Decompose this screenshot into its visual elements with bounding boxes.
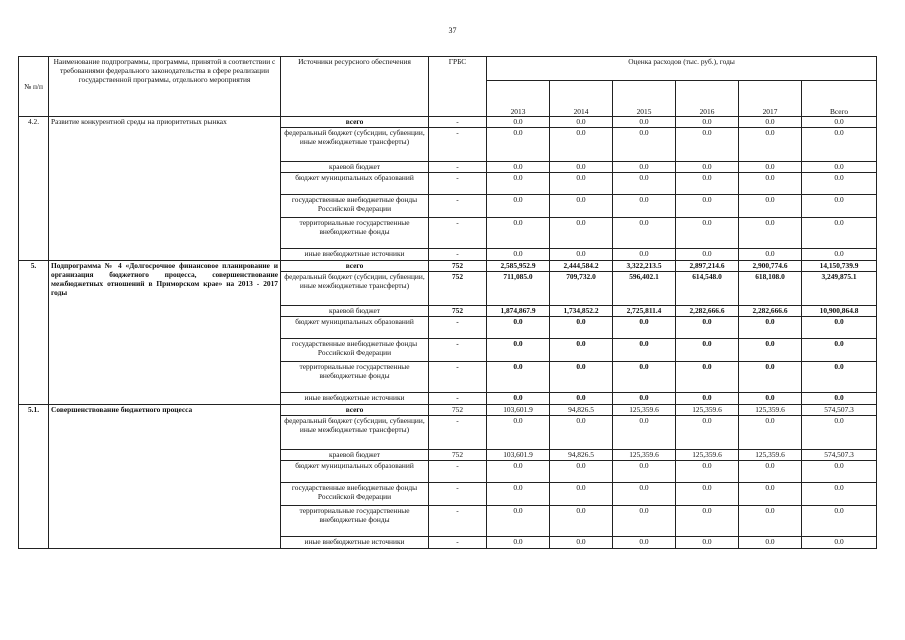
- value-2015: 0.0: [613, 506, 676, 537]
- funding-source: государственные внебюджетные фонды Российской Федерации: [281, 195, 429, 218]
- funding-source: федеральный бюджет (субсидии, субвенции, иные межбюджетные трансферты): [281, 416, 429, 450]
- funding-source: иные внебюджетные источники: [281, 537, 429, 549]
- grbs-code: -: [429, 339, 487, 362]
- value-2013: 0.0: [487, 506, 550, 537]
- value-2015: 2,725,811.4: [613, 306, 676, 317]
- value-2013: 0.0: [487, 162, 550, 173]
- value-total: 0.0: [802, 506, 877, 537]
- value-total: 574,507.3: [802, 405, 877, 416]
- value-total: 0.0: [802, 218, 877, 249]
- value-2017: 0.0: [739, 393, 802, 405]
- value-2013: 0.0: [487, 362, 550, 393]
- value-2016: 0.0: [676, 537, 739, 549]
- funding-source: всего: [281, 117, 429, 128]
- value-2015: 0.0: [613, 362, 676, 393]
- value-2014: 0.0: [550, 117, 613, 128]
- header-estimate: Оценка расходов (тыс. руб.), годы: [487, 57, 877, 81]
- value-total: 0.0: [802, 162, 877, 173]
- value-2015: 3,322,213.5: [613, 261, 676, 272]
- value-2014: 0.0: [550, 162, 613, 173]
- value-2014: 709,732.0: [550, 272, 613, 306]
- program-name: Развитие конкурентной среды на приоритетных рынках: [49, 117, 281, 261]
- value-2017: 0.0: [739, 173, 802, 195]
- grbs-code: 752: [429, 261, 487, 272]
- value-total: 574,507.3: [802, 450, 877, 461]
- funding-source: бюджет муниципальных образований: [281, 317, 429, 339]
- value-2013: 0.0: [487, 218, 550, 249]
- grbs-code: 752: [429, 450, 487, 461]
- value-2014: 0.0: [550, 218, 613, 249]
- funding-source: иные внебюджетные источники: [281, 249, 429, 261]
- grbs-code: -: [429, 249, 487, 261]
- grbs-code: -: [429, 483, 487, 506]
- grbs-code: -: [429, 128, 487, 162]
- table-body: [19, 117, 877, 549]
- value-2015: 0.0: [613, 117, 676, 128]
- grbs-code: 752: [429, 405, 487, 416]
- value-2016: 0.0: [676, 506, 739, 537]
- grbs-code: -: [429, 218, 487, 249]
- value-2013: 103,601.9: [487, 450, 550, 461]
- funding-source: территориальные государственные внебюджетные фонды: [281, 362, 429, 393]
- value-total: 0.0: [802, 128, 877, 162]
- value-total: 0.0: [802, 393, 877, 405]
- value-2013: 711,085.0: [487, 272, 550, 306]
- grbs-code: -: [429, 537, 487, 549]
- grbs-code: -: [429, 416, 487, 450]
- value-2016: 614,548.0: [676, 272, 739, 306]
- value-2016: 0.0: [676, 249, 739, 261]
- page-number: 37: [448, 26, 457, 35]
- value-2017: 0.0: [739, 195, 802, 218]
- value-2014: 94,826.5: [550, 405, 613, 416]
- value-2015: 0.0: [613, 537, 676, 549]
- funding-source: государственные внебюджетные фонды Российской Федерации: [281, 339, 429, 362]
- value-2014: 0.0: [550, 483, 613, 506]
- grbs-code: -: [429, 195, 487, 218]
- header-num: № п/п: [19, 57, 49, 117]
- value-2015: 0.0: [613, 128, 676, 162]
- grbs-code: -: [429, 173, 487, 195]
- budget-table: [18, 56, 877, 549]
- value-2016: 0.0: [676, 461, 739, 483]
- grbs-code: 752: [429, 306, 487, 317]
- value-2014: 0.0: [550, 537, 613, 549]
- grbs-code: -: [429, 162, 487, 173]
- value-2015: 125,359.6: [613, 450, 676, 461]
- value-2016: 125,359.6: [676, 405, 739, 416]
- value-2014: 0.0: [550, 339, 613, 362]
- value-2013: 0.0: [487, 537, 550, 549]
- value-2017: 0.0: [739, 416, 802, 450]
- program-name: Совершенствование бюджетного процесса: [49, 405, 281, 549]
- value-2013: 1,874,867.9: [487, 306, 550, 317]
- value-2013: 0.0: [487, 117, 550, 128]
- value-2016: 0.0: [676, 173, 739, 195]
- value-2013: 0.0: [487, 416, 550, 450]
- value-2015: 0.0: [613, 317, 676, 339]
- value-total: 0.0: [802, 339, 877, 362]
- value-2013: 103,601.9: [487, 405, 550, 416]
- value-2013: 0.0: [487, 393, 550, 405]
- header-year-2016: 2016: [676, 81, 739, 117]
- grbs-code: -: [429, 393, 487, 405]
- value-2013: 0.0: [487, 339, 550, 362]
- header-year-2013: 2013: [487, 81, 550, 117]
- value-total: 0.0: [802, 117, 877, 128]
- value-2017: 0.0: [739, 249, 802, 261]
- value-2015: 125,359.6: [613, 405, 676, 416]
- value-2014: 0.0: [550, 173, 613, 195]
- value-2017: 125,359.6: [739, 450, 802, 461]
- value-2017: 0.0: [739, 162, 802, 173]
- value-2015: 0.0: [613, 218, 676, 249]
- header-year-2017: 2017: [739, 81, 802, 117]
- grbs-code: 752: [429, 272, 487, 306]
- value-total: 0.0: [802, 173, 877, 195]
- row-number: 4.2.: [19, 117, 49, 261]
- value-2015: 596,402.1: [613, 272, 676, 306]
- table-row: [19, 261, 877, 272]
- value-2015: 0.0: [613, 162, 676, 173]
- value-2015: 0.0: [613, 339, 676, 362]
- value-2013: 0.0: [487, 195, 550, 218]
- funding-source: федеральный бюджет (субсидии, субвенции, иные межбюджетные трансферты): [281, 272, 429, 306]
- program-name: Подпрограмма № 4 «Долгосрочное финансовое планирование и организация бюджетного процесса, совершенствование межбюджетных отношений в Приморском крае» на 2013 - 2017 годы: [49, 261, 281, 405]
- value-2013: 0.0: [487, 173, 550, 195]
- value-total: 0.0: [802, 416, 877, 450]
- value-2016: 0.0: [676, 483, 739, 506]
- value-2014: 0.0: [550, 195, 613, 218]
- value-2016: 0.0: [676, 362, 739, 393]
- header-year-2015: 2015: [613, 81, 676, 117]
- value-2015: 0.0: [613, 461, 676, 483]
- value-total: 14,150,739.9: [802, 261, 877, 272]
- funding-source: краевой бюджет: [281, 306, 429, 317]
- value-2017: 2,900,774.6: [739, 261, 802, 272]
- grbs-code: -: [429, 362, 487, 393]
- value-2013: 0.0: [487, 317, 550, 339]
- value-2016: 0.0: [676, 128, 739, 162]
- header-source: Источники ресурсного обеспечения: [281, 57, 429, 117]
- value-2014: 0.0: [550, 506, 613, 537]
- value-total: 0.0: [802, 362, 877, 393]
- row-number: 5.: [19, 261, 49, 405]
- value-total: 0.0: [802, 483, 877, 506]
- header-name: Наименование подпрограммы, программы, принятой в соответствии с требованиями федерального законодательства в сфере реализации государственной программы, отдельного мероприятия: [49, 57, 281, 117]
- funding-source: государственные внебюджетные фонды Российской Федерации: [281, 483, 429, 506]
- value-total: 0.0: [802, 461, 877, 483]
- value-2014: 0.0: [550, 249, 613, 261]
- value-2014: 0.0: [550, 461, 613, 483]
- funding-source: всего: [281, 261, 429, 272]
- value-2017: 0.0: [739, 317, 802, 339]
- value-2017: 618,108.0: [739, 272, 802, 306]
- value-2016: 0.0: [676, 117, 739, 128]
- value-2016: 2,282,666.6: [676, 306, 739, 317]
- value-2015: 0.0: [613, 483, 676, 506]
- grbs-code: -: [429, 117, 487, 128]
- value-2016: 0.0: [676, 339, 739, 362]
- funding-source: иные внебюджетные источники: [281, 393, 429, 405]
- header-total: Всего: [802, 81, 877, 117]
- value-2017: 0.0: [739, 117, 802, 128]
- value-2015: 0.0: [613, 173, 676, 195]
- table-row: [19, 405, 877, 416]
- grbs-code: -: [429, 461, 487, 483]
- table-row: [19, 117, 877, 128]
- value-2017: 0.0: [739, 506, 802, 537]
- funding-source: краевой бюджет: [281, 162, 429, 173]
- header-year-2014: 2014: [550, 81, 613, 117]
- funding-source: бюджет муниципальных образований: [281, 461, 429, 483]
- value-2016: 0.0: [676, 195, 739, 218]
- value-2017: 0.0: [739, 339, 802, 362]
- value-total: 0.0: [802, 537, 877, 549]
- grbs-code: -: [429, 506, 487, 537]
- value-2017: 0.0: [739, 483, 802, 506]
- value-total: 0.0: [802, 317, 877, 339]
- value-2016: 0.0: [676, 393, 739, 405]
- value-total: 0.0: [802, 249, 877, 261]
- value-2016: 0.0: [676, 317, 739, 339]
- value-2014: 0.0: [550, 317, 613, 339]
- value-2016: 0.0: [676, 162, 739, 173]
- value-total: 3,249,875.1: [802, 272, 877, 306]
- value-2013: 0.0: [487, 461, 550, 483]
- funding-source: всего: [281, 405, 429, 416]
- value-2017: 2,282,666.6: [739, 306, 802, 317]
- value-2014: 0.0: [550, 362, 613, 393]
- value-2015: 0.0: [613, 416, 676, 450]
- value-2013: 0.0: [487, 249, 550, 261]
- value-2016: 125,359.6: [676, 450, 739, 461]
- value-2013: 0.0: [487, 483, 550, 506]
- value-2014: 0.0: [550, 393, 613, 405]
- value-2016: 0.0: [676, 416, 739, 450]
- value-2017: 0.0: [739, 461, 802, 483]
- value-2014: 94,826.5: [550, 450, 613, 461]
- value-2017: 0.0: [739, 218, 802, 249]
- value-2016: 0.0: [676, 218, 739, 249]
- value-2015: 0.0: [613, 249, 676, 261]
- value-2013: 0.0: [487, 128, 550, 162]
- grbs-code: -: [429, 317, 487, 339]
- value-2015: 0.0: [613, 393, 676, 405]
- funding-source: территориальные государственные внебюджетные фонды: [281, 506, 429, 537]
- value-2016: 2,897,214.6: [676, 261, 739, 272]
- funding-source: краевой бюджет: [281, 450, 429, 461]
- funding-source: федеральный бюджет (субсидии, субвенции, иные межбюджетные трансферты): [281, 128, 429, 162]
- value-2014: 2,444,584.2: [550, 261, 613, 272]
- value-total: 0.0: [802, 195, 877, 218]
- table-header: [19, 57, 877, 117]
- header-grbs: ГРБС: [429, 57, 487, 117]
- row-number: 5.1.: [19, 405, 49, 549]
- value-2017: 0.0: [739, 537, 802, 549]
- funding-source: территориальные государственные внебюджетные фонды: [281, 218, 429, 249]
- value-total: 10,900,864.8: [802, 306, 877, 317]
- funding-source: бюджет муниципальных образований: [281, 173, 429, 195]
- value-2017: 0.0: [739, 362, 802, 393]
- value-2014: 0.0: [550, 128, 613, 162]
- value-2013: 2,585,952.9: [487, 261, 550, 272]
- value-2014: 0.0: [550, 416, 613, 450]
- value-2015: 0.0: [613, 195, 676, 218]
- value-2017: 125,359.6: [739, 405, 802, 416]
- value-2017: 0.0: [739, 128, 802, 162]
- value-2014: 1,734,852.2: [550, 306, 613, 317]
